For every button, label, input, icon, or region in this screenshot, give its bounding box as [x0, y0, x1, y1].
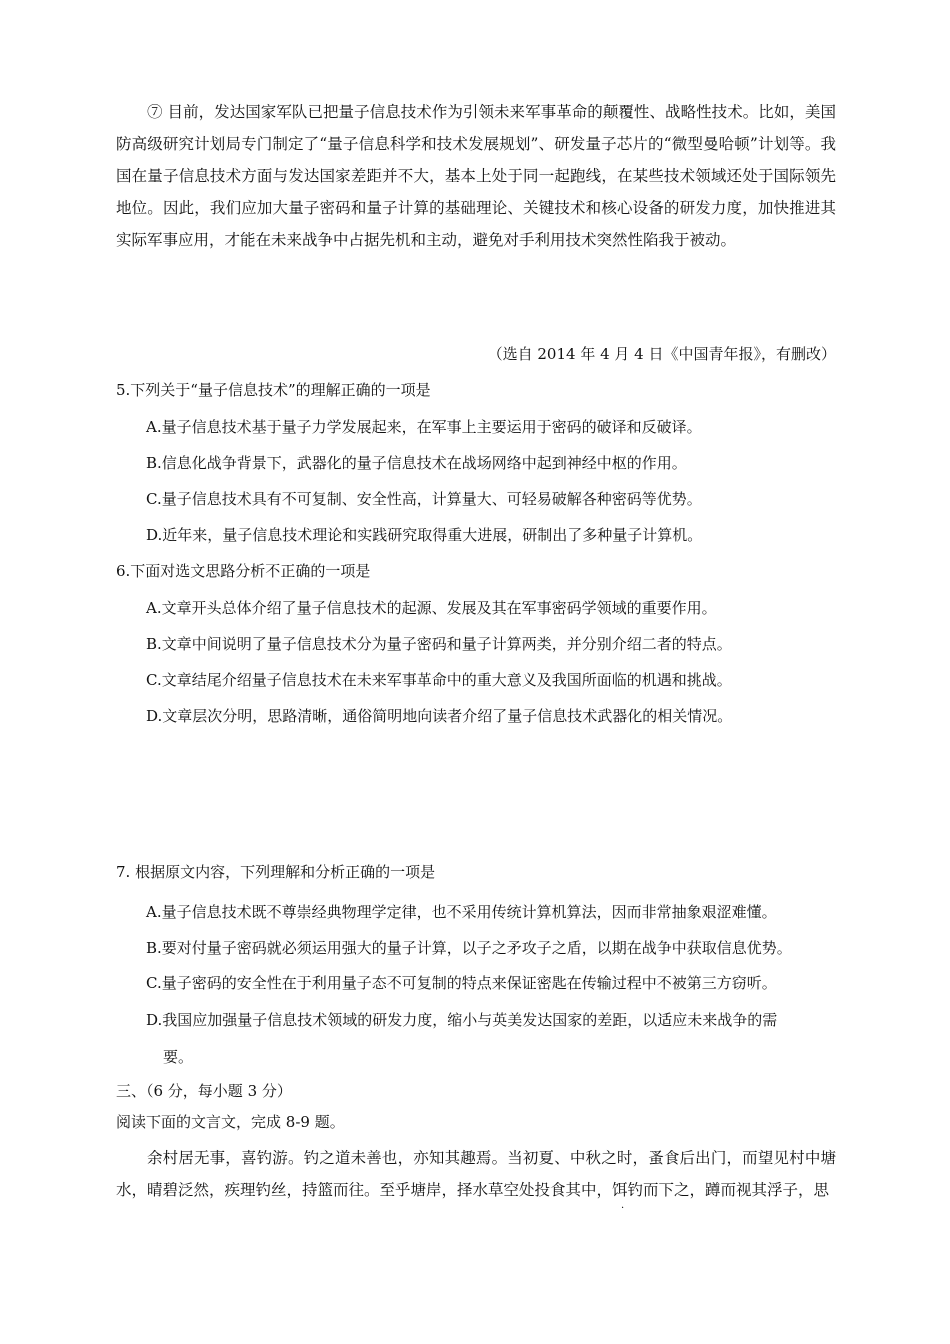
question-6-stem: 6.下面对选文思路分析不正确的一项是 [116, 562, 371, 580]
question-5-option-a: A.量子信息技术基于量子力学发展起来，在军事上主要运用于密码的破译和反破译。 [146, 418, 702, 436]
question-7-stem: 7. 根据原文内容，下列理解和分析正确的一项是 [116, 863, 436, 881]
section-3-instruction: 阅读下面的文言文，完成 8-9 题。 [116, 1113, 345, 1131]
question-7-option-d: D.我国应加强量子信息技术领域的研发力度，缩小与英美发达国家的差距，以适应未来战争的需 [146, 1011, 778, 1029]
passage-paragraph-7: ⑦ 目前，发达国家军队已把量子信息技术作为引领未来军事革命的颠覆性、战略性技术。比如，美国防高级研究计划局专门制定了“量子信息科学和技术发展规划”、研发量子芯片的“微型曼哈顿”计划等。我国在量子信息技术方面与发达国家差距并不大，基本上处于同一起跑线，在某些技术领域还处于国际领先地位。因此，我们应加大量子密码和量子计算的基础理论、关键技术和核心设备的研发力度，加快推进其实际军事应用，才能在未来战争中占据先机和主动，避免对手利用技术突然性陷我于被动。 [116, 103, 836, 249]
question-7-option-a: A.量子信息技术既不尊崇经典物理学定律，也不采用传统计算机算法，因而非常抽象艰涩难懂。 [146, 903, 777, 921]
question-6-option-a: A.文章开头总体介绍了量子信息技术的起源、发展及其在军事密码学领域的重要作用。 [146, 599, 717, 617]
question-5-option-b: B.信息化战争背景下，武器化的量子信息技术在战场网络中起到神经中枢的作用。 [146, 454, 687, 472]
question-5-stem: 5.下列关于“量子信息技术”的理解正确的一项是 [116, 381, 431, 399]
question-7-option-c: C.量子密码的安全性在于利用量子态不可复制的特点来保证密匙在传输过程中不被第三方窃听。 [146, 974, 777, 992]
question-5-option-c: C.量子信息技术具有不可复制、安全性高，计算量大、可轻易破解各种密码等优势。 [146, 490, 702, 508]
passage-source: （选自 2014 年 4 月 4 日《中国青年报》，有删改） [487, 345, 836, 363]
classical-chinese-text: 余村居无事，喜钓游。钓之道未善也，亦知其趣焉。当初夏、中秋之时，蚤食后出门，而望见村中塘水，晴碧泛然，疾理钓丝，持篮而往。至乎塘岸，择水草空处投食其中，饵钓而下之，蹲而视其浮子，思 [116, 1149, 836, 1199]
question-6-option-d: D.文章层次分明，思路清晰，通俗简明地向读者介绍了量子信息技术武器化的相关情况。 [146, 707, 733, 725]
question-5-option-d: D.近年来，量子信息技术理论和实践研究取得重大进展，研制出了多种量子计算机。 [146, 526, 703, 544]
emphasis-dot: · [621, 1203, 625, 1214]
question-6-option-b: B.文章中间说明了量子信息技术分为量子密码和量子计算两类，并分别介绍二者的特点。 [146, 635, 732, 653]
question-7-option-d-continuation: 要。 [163, 1048, 194, 1066]
section-3-heading: 三、（6 分，每小题 3 分） [116, 1082, 292, 1100]
question-7-option-b: B.要对付量子密码就必须运用强大的量子计算，以子之矛攻子之盾，以期在战争中获取信息优势。 [146, 939, 792, 957]
question-6-option-c: C.文章结尾介绍量子信息技术在未来军事革命中的重大意义及我国所面临的机遇和挑战。 [146, 671, 732, 689]
